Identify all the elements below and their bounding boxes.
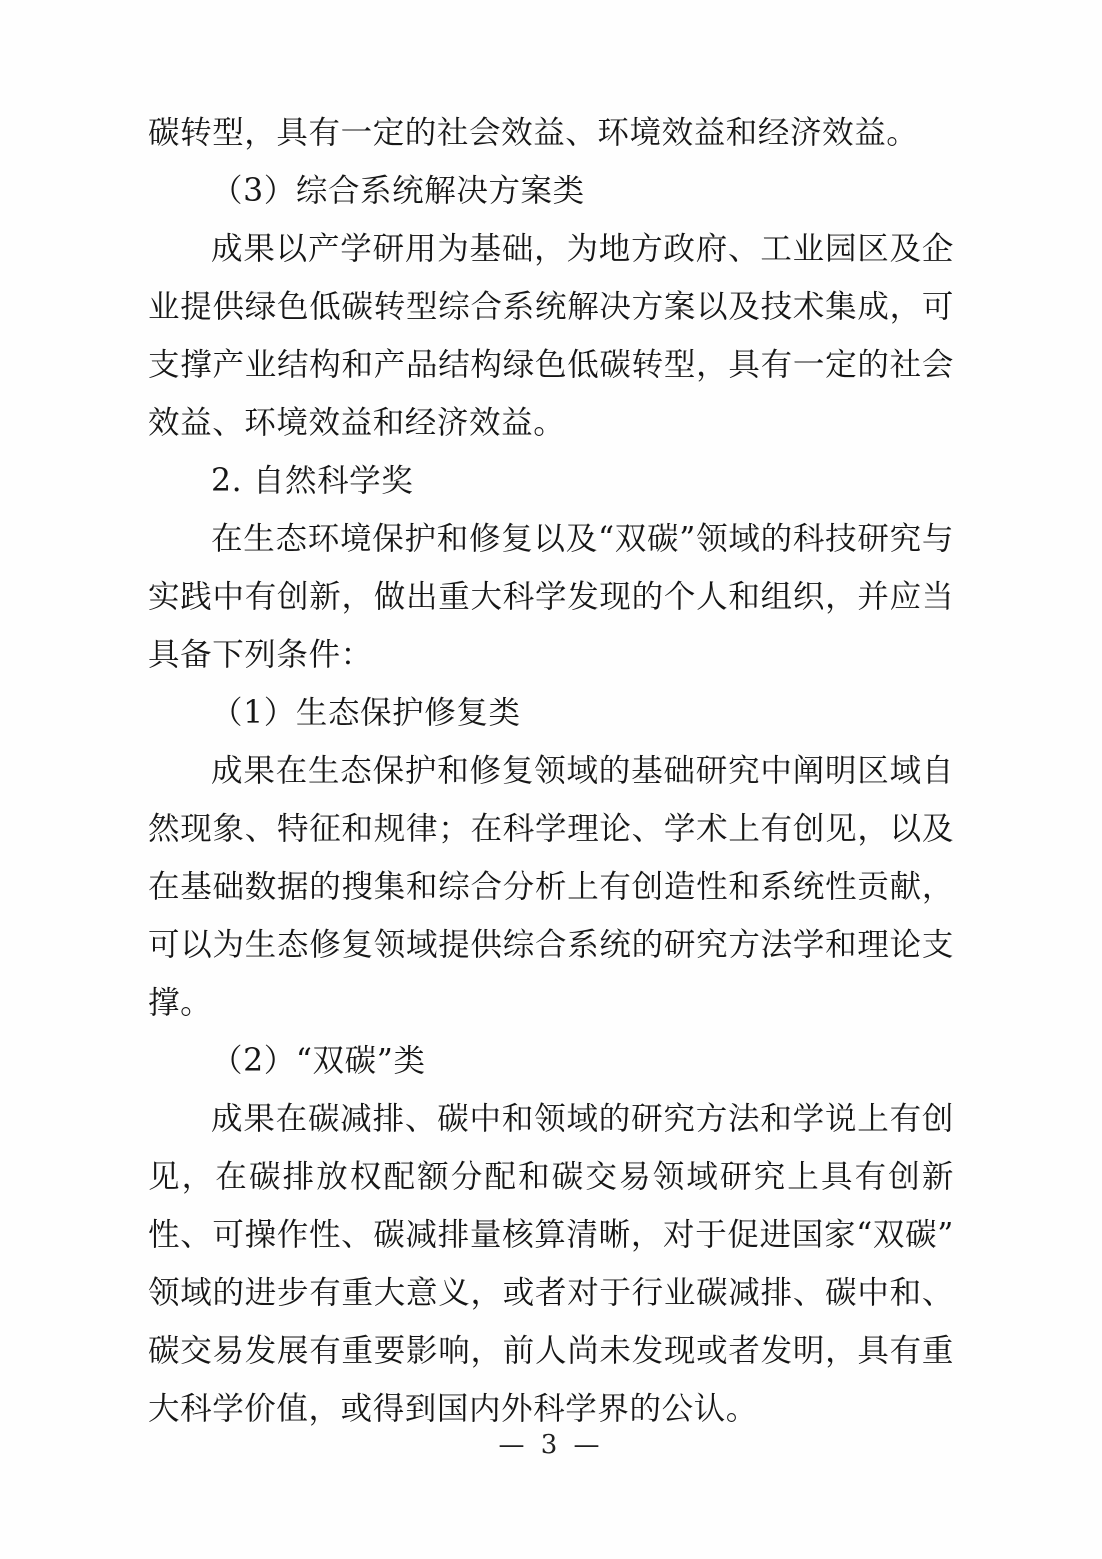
- paragraph-eco-protection-body: 成果在生态保护和修复领域的基础研究中阐明区域自然现象、特征和规律；在科学理论、学术上有创见，以及在基础数据的搜集和综合分析上有创造性和系统性贡献，可以为生态修复领域提供综合系统的研究方法学和理论支撑。: [148, 753, 954, 1021]
- document-body: [148, 104, 954, 1438]
- paragraph-heading-natural-science-award: 2. 自然科学奖: [211, 463, 414, 499]
- page-number: — 3 —: [498, 1430, 604, 1460]
- paragraph-natural-science-intro: 在生态环境保护和修复以及“双碳”领域的科技研究与实践中有创新，做出重大科学发现的个人和组织，并应当具备下列条件：: [148, 521, 954, 673]
- paragraph-heading-dual-carbon: （2）“双碳”类: [211, 1043, 426, 1079]
- paragraph-heading-integrated-solution: （3）综合系统解决方案类: [211, 173, 585, 209]
- paragraph-dual-carbon-body: 成果在碳减排、碳中和领域的研究方法和学说上有创见，在碳排放权配额分配和碳交易领域研究上具有创新性、可操作性、碳减排量核算清晰，对于促进国家“双碳”领域的进步有重大意义，或者对于行业碳减排、碳中和、碳交易发展有重要影响，前人尚未发现或者发明，具有重大科学价值，或得到国内外科学界的公认。: [148, 1101, 954, 1427]
- paragraph-heading-eco-protection: （1）生态保护修复类: [211, 695, 521, 731]
- paragraph-integrated-solution-body: 成果以产学研用为基础，为地方政府、工业园区及企业提供绿色低碳转型综合系统解决方案以及技术集成，可支撑产业结构和产品结构绿色低碳转型，具有一定的社会效益、环境效益和经济效益。: [148, 231, 954, 441]
- paragraph-carbon-transition-continued: 碳转型，具有一定的社会效益、环境效益和经济效益。: [148, 115, 919, 151]
